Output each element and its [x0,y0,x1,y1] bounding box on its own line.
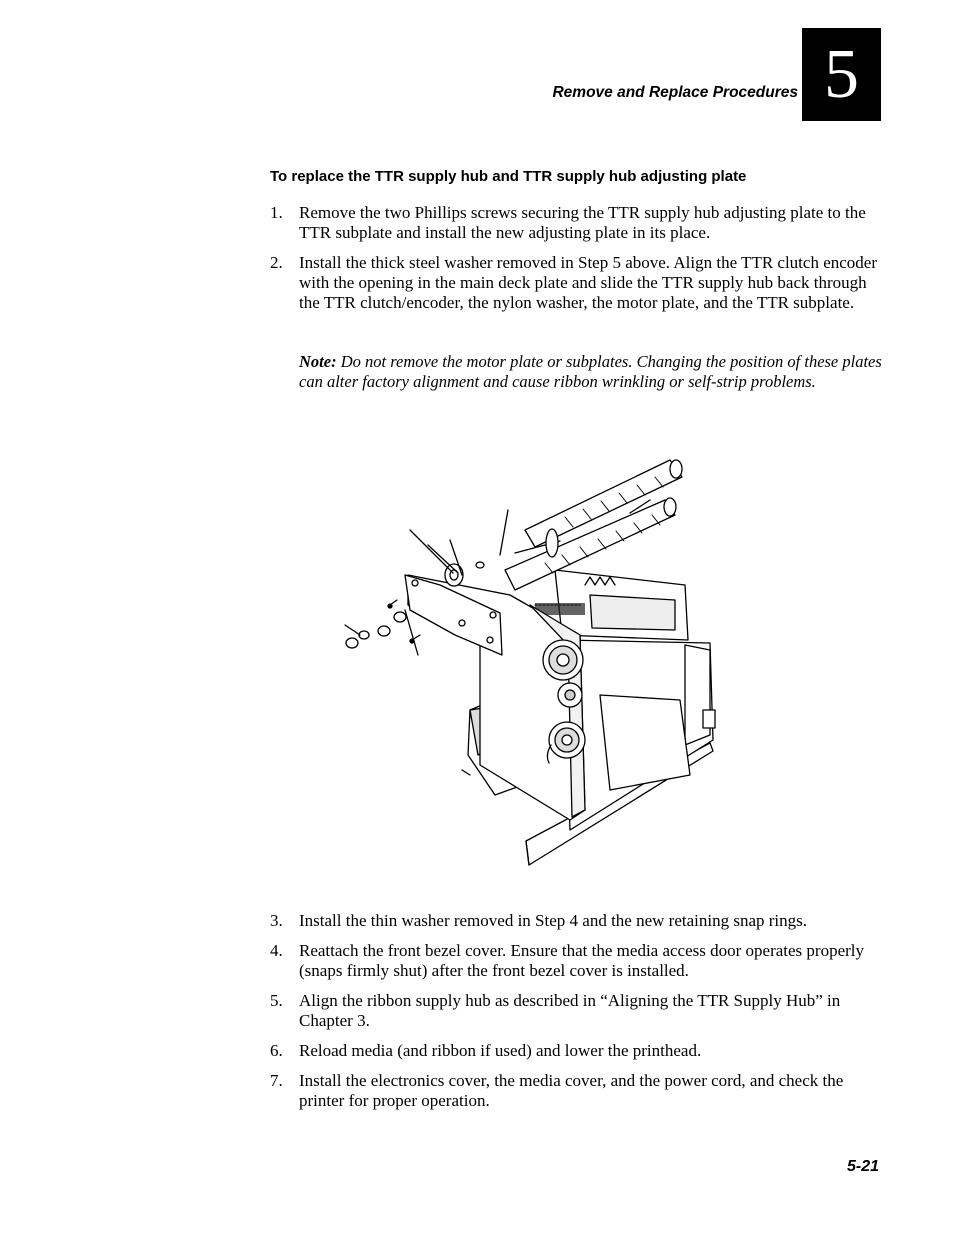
step-item [270,1041,885,1061]
step-item [270,203,885,243]
note-text: Do not remove the motor plate or subplates. Changing the position of these plates can alter factory alignment and cause ribbon wrinkling or self-strip problems. [299,352,882,391]
page-number: 5-21 [846,1158,879,1175]
chapter-number-tab: 5 [802,28,881,121]
step-number: 2. [270,253,283,272]
step-list-before-figure [270,203,885,323]
step-text: Align the ribbon supply hub as described in “Aligning the TTR Supply Hub” in Chapter 3. [299,991,841,1030]
step-text: Remove the two Phillips screws securing the TTR supply hub adjusting plate to the TTR subplate and install the new adjusting plate in its place. [299,203,866,242]
step-item [270,1071,885,1111]
step-item [270,991,885,1031]
step-number: 4. [270,941,283,960]
ttr-supply-hub-assembly-illustration [330,445,730,870]
note-paragraph [299,352,889,392]
step-text: Install the thick steel washer removed in Step 5 above. Align the TTR clutch encoder with the opening in the main deck plate and slide the TTR supply hub back through the TTR clutch/encoder, the nylon washer, the motor plate, and the TTR subplate. [299,253,877,312]
step-number: 5. [270,991,283,1010]
section-heading: To replace the TTR supply hub and TTR supply hub adjusting plate [270,168,747,185]
step-item [270,941,885,981]
step-text: Reload media (and ribbon if used) and lower the printhead. [299,1041,702,1060]
step-item [270,911,885,931]
step-number: 3. [270,911,283,930]
step-number: 1. [270,203,283,222]
step-text: Reattach the front bezel cover. Ensure that the media access door operates properly (snaps firmly shut) after the front bezel cover is installed. [299,941,865,980]
running-header-title: Remove and Replace Procedures [552,84,798,101]
step-number: 6. [270,1041,283,1060]
step-list-after-figure [270,911,885,1121]
step-text: Install the electronics cover, the media cover, and the power cord, and check the printer for proper operation. [299,1071,844,1110]
step-item [270,253,885,313]
step-text: Install the thin washer removed in Step 4 and the new retaining snap rings. [299,911,807,930]
step-number: 7. [270,1071,283,1090]
note-label: Note: [299,352,337,371]
